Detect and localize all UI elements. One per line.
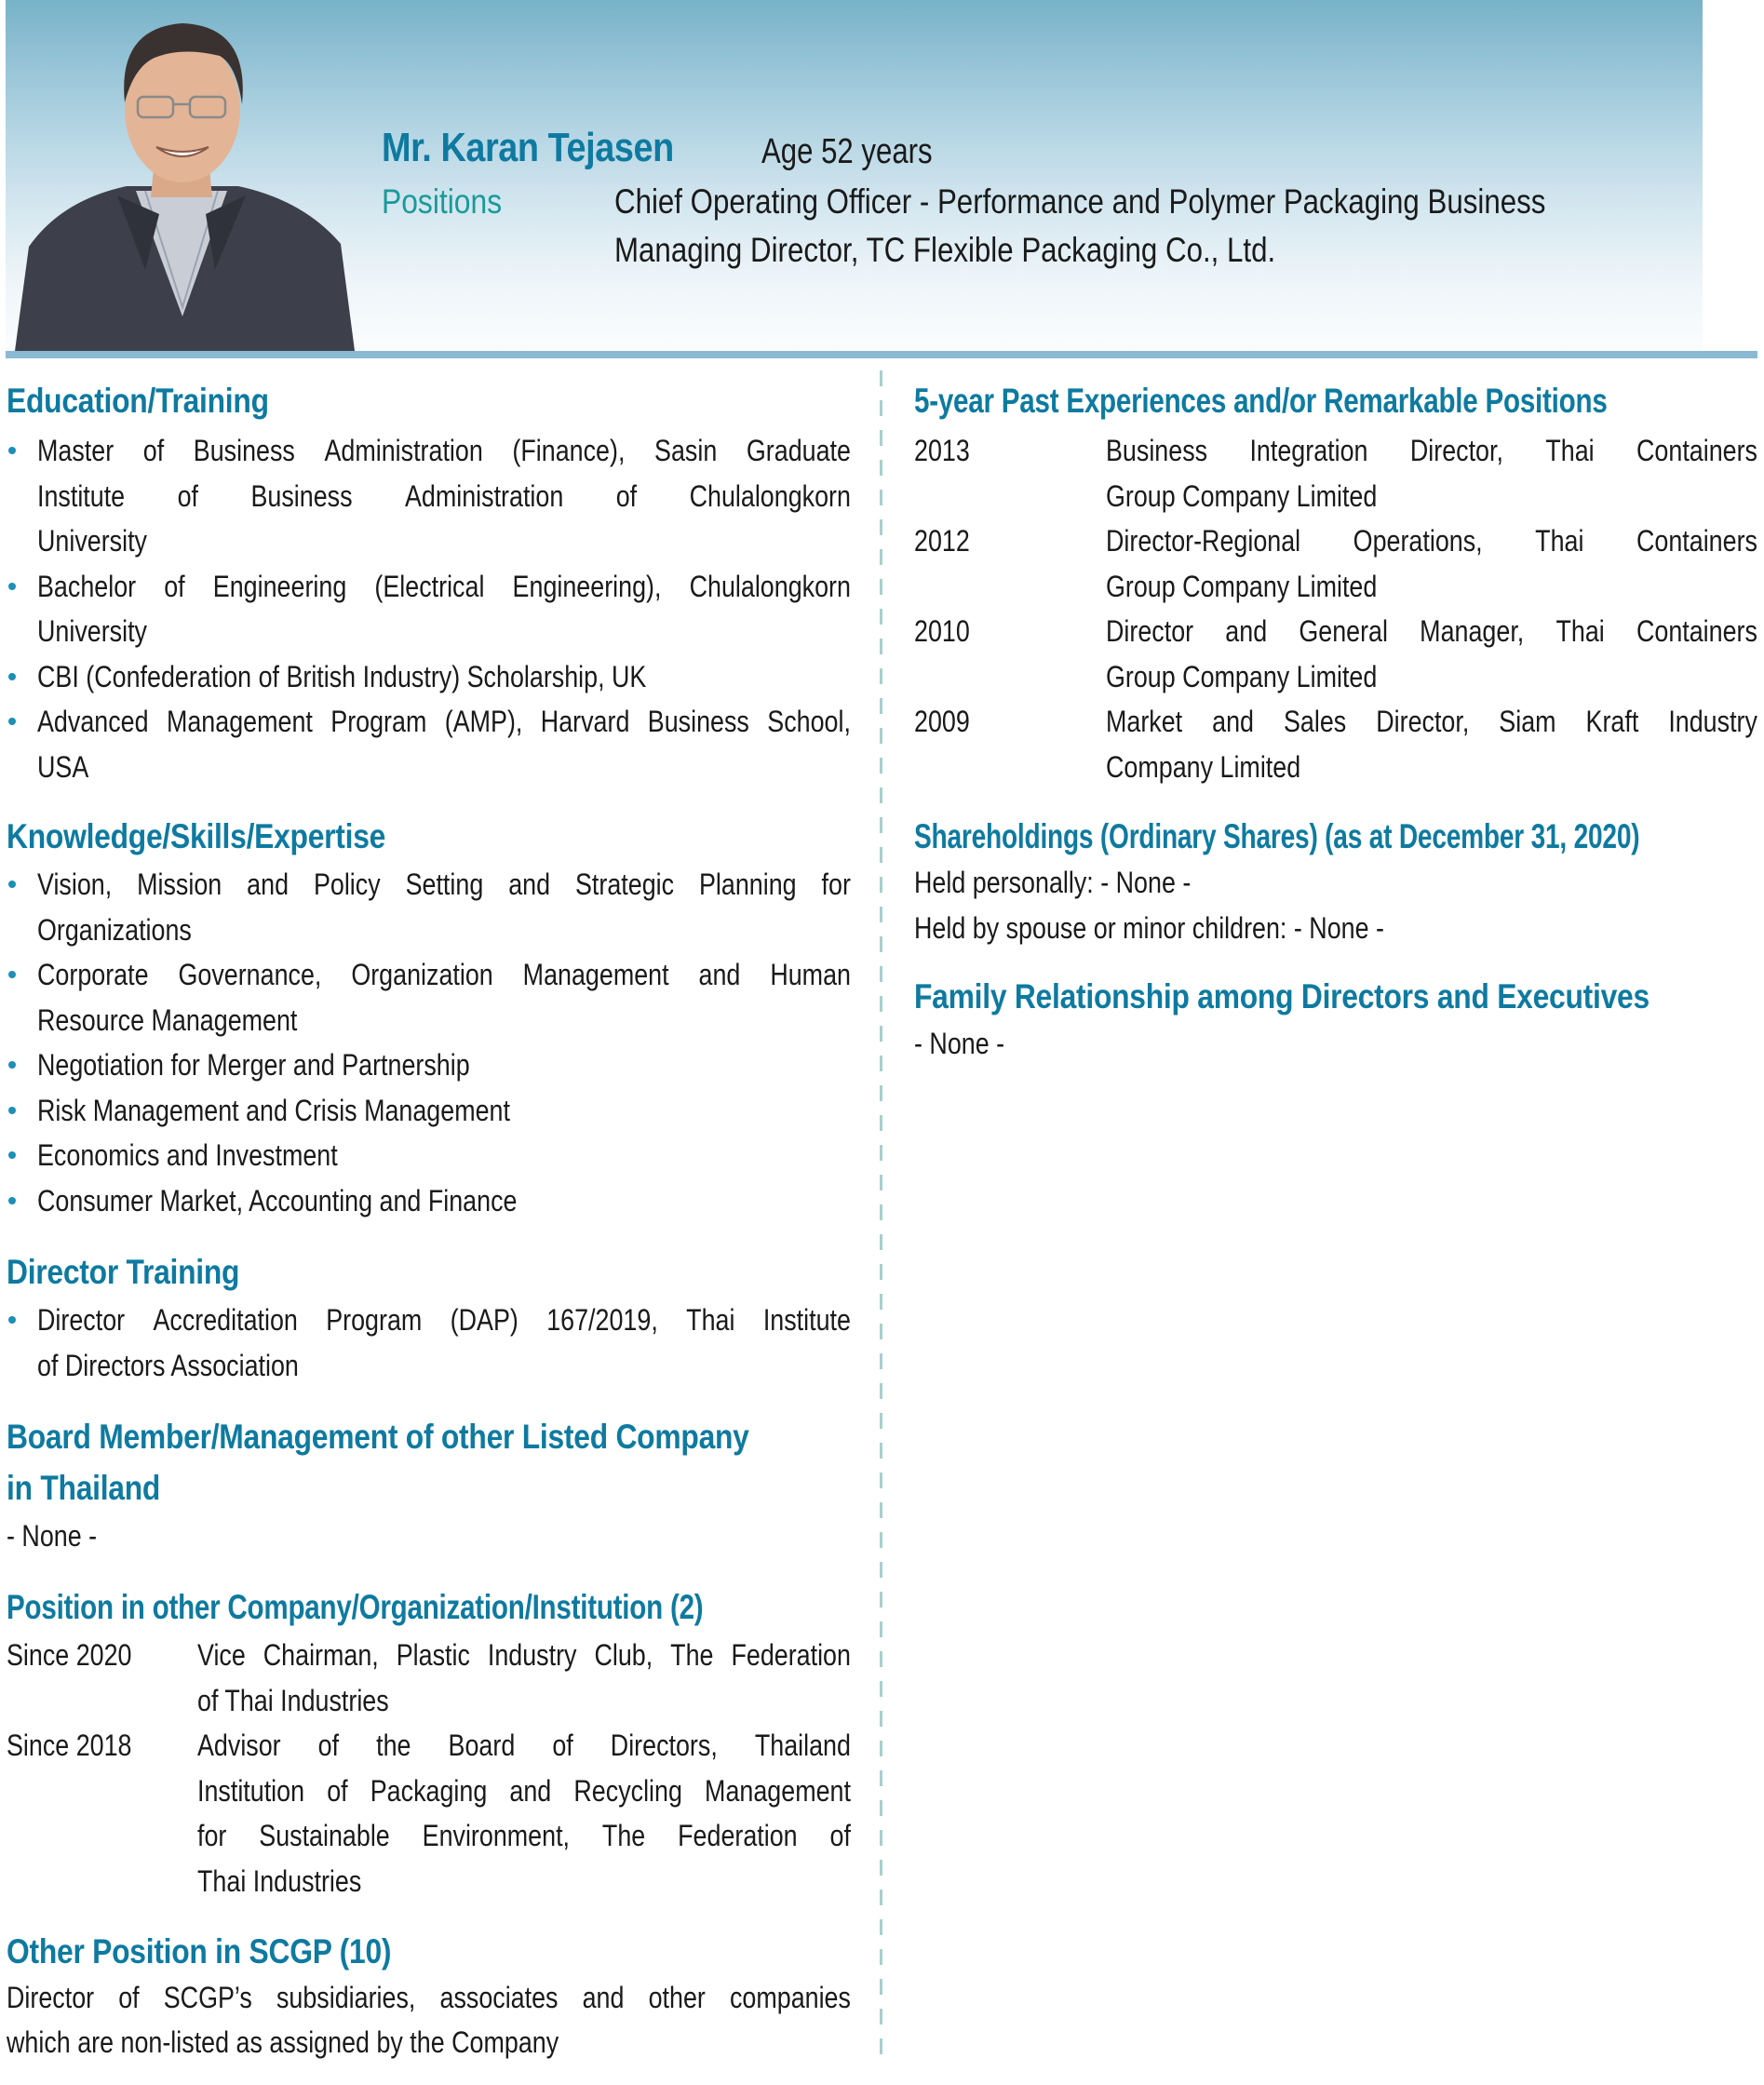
other-company-since: Since 2018	[7, 1729, 132, 1762]
word: Industry	[1668, 705, 1757, 738]
word: The	[601, 1819, 646, 1852]
positions-label: Positions	[382, 182, 503, 221]
word: of	[552, 1729, 573, 1762]
word: Integration	[1249, 434, 1368, 467]
word: Engineering),	[512, 570, 662, 603]
word: Planning	[698, 868, 797, 901]
knowledge-item-line: Negotiation for Merger and Partnership	[37, 1048, 470, 1082]
word: Director,	[1409, 434, 1503, 467]
word: of	[142, 434, 165, 467]
word: Institute	[37, 479, 126, 513]
knowledge-item-line: Economics and Investment	[37, 1138, 338, 1172]
board-member-value: - None -	[7, 1519, 98, 1553]
portrait-photo	[6, 0, 359, 351]
word: and	[247, 868, 290, 901]
word: Business	[1106, 434, 1208, 467]
bullet-icon	[8, 1151, 16, 1159]
bullet-icon	[8, 1197, 16, 1204]
word: Graduate	[746, 434, 851, 467]
director-training-line: of Directors Association	[37, 1349, 299, 1382]
section-heading-other-company: Position in other Company/Organization/Institution (2)	[7, 1588, 704, 1626]
word: Management	[705, 1774, 851, 1808]
other-company-line: Thai Industries	[197, 1864, 362, 1898]
word: Packaging	[370, 1774, 488, 1808]
word: for	[197, 1819, 227, 1852]
section-heading-scgp: Other Position in SCGP (10)	[7, 1932, 392, 1971]
word: Governance,	[178, 958, 322, 991]
word: of	[164, 570, 185, 603]
word: Administration	[404, 479, 564, 513]
word: (AMP),	[444, 705, 523, 738]
word: Federation	[678, 1819, 798, 1852]
experience-line: Group Company Limited	[1106, 660, 1378, 693]
word: (DAP)	[450, 1303, 518, 1337]
education-item-line: USA	[37, 750, 89, 784]
word: associates	[439, 1981, 559, 2014]
word: Federation	[731, 1638, 851, 1672]
shareholding-line: Held by spouse or minor children: - None -	[914, 911, 1384, 945]
word: Containers	[1636, 614, 1757, 648]
section-heading-education: Education/Training	[7, 382, 269, 420]
word: School,	[767, 705, 851, 738]
word: and	[509, 1774, 552, 1808]
word: and	[698, 958, 741, 991]
word: Master	[37, 434, 114, 467]
portrait-illustration	[6, 0, 359, 351]
word: Advanced	[37, 705, 149, 738]
education-item-line: University	[37, 614, 147, 648]
word: Institute	[762, 1303, 851, 1337]
word: Mission	[137, 868, 222, 901]
word: Thailand	[754, 1729, 851, 1762]
word: and	[508, 868, 551, 901]
word: Director	[1106, 614, 1194, 648]
word: companies	[729, 1981, 851, 2014]
experience-year: 2009	[914, 705, 970, 738]
word: and	[1212, 705, 1254, 738]
word: Chulalongkorn	[689, 570, 851, 603]
section-heading-experience: 5-year Past Experiences and/or Remarkable Positions	[914, 382, 1608, 420]
other-company-line	[197, 1817, 851, 1854]
education-item-line	[37, 703, 851, 740]
bullet-icon	[8, 1316, 16, 1324]
word: Thai	[686, 1303, 735, 1337]
word: for	[821, 868, 851, 901]
word: Organization	[351, 958, 493, 991]
word: Setting	[405, 868, 484, 901]
word: Market	[1106, 705, 1183, 738]
knowledge-item-line: Resource Management	[37, 1003, 298, 1037]
word: Thai	[1545, 434, 1595, 467]
header-rule	[6, 351, 1757, 358]
word: Environment,	[422, 1819, 571, 1852]
word: (Finance),	[512, 434, 626, 467]
word: General	[1299, 614, 1388, 648]
word: Industry	[487, 1638, 577, 1672]
person-name: Mr. Karan Tejasen	[382, 125, 674, 170]
bullet-icon	[8, 718, 16, 725]
word: of	[829, 1819, 851, 1852]
word: subsidiaries,	[276, 1981, 416, 2014]
word: of	[177, 479, 199, 513]
word: and	[582, 1981, 625, 2014]
education-item-line: University	[37, 524, 147, 558]
word: Institution	[197, 1774, 305, 1808]
word: Director,	[1376, 705, 1470, 738]
education-item-line: CBI (Confederation of British Industry) Scholarship, UK	[37, 660, 647, 693]
word: Manager,	[1420, 614, 1525, 648]
section-heading-knowledge: Knowledge/Skills/Expertise	[7, 817, 386, 855]
experience-line: Group Company Limited	[1106, 479, 1378, 513]
word: Accreditation	[153, 1303, 298, 1337]
word: Sasin	[654, 434, 718, 467]
word: Human	[770, 958, 851, 991]
experience-year: 2010	[914, 614, 970, 648]
word: of	[317, 1729, 340, 1762]
word: Administration	[324, 434, 483, 467]
other-company-line	[197, 1636, 851, 1674]
word: Director	[7, 1981, 95, 2014]
person-age: Age 52 years	[761, 132, 933, 171]
word: Siam	[1499, 705, 1556, 738]
bullet-icon	[8, 971, 16, 978]
word: Business	[193, 434, 295, 467]
experience-line	[1106, 522, 1757, 559]
section-heading-director-training: Director Training	[7, 1253, 240, 1291]
word: other	[648, 1981, 706, 2014]
bullet-icon	[8, 673, 16, 680]
word: Director-Regional	[1106, 524, 1301, 558]
section-heading-family: Family Relationship among Directors and Executives	[914, 977, 1650, 1016]
word: Bachelor	[37, 570, 137, 603]
word: Corporate	[37, 958, 149, 991]
word: Board	[448, 1729, 516, 1762]
other-company-line: of Thai Industries	[197, 1684, 389, 1717]
word: Director	[37, 1303, 126, 1337]
bullet-icon	[8, 1107, 16, 1114]
knowledge-item-line: Organizations	[37, 913, 192, 947]
director-training-line	[37, 1301, 851, 1338]
word: Chairman,	[263, 1638, 379, 1672]
section-heading-board-member: Board Member/Management of other Listed Company	[7, 1418, 749, 1456]
position-line: Managing Director, TC Flexible Packaging Co., Ltd.	[614, 231, 1276, 269]
word: Recycling	[573, 1774, 682, 1808]
experience-line	[1106, 432, 1757, 469]
word: of	[615, 479, 638, 513]
bullet-icon	[8, 1061, 16, 1069]
section-heading-board-member-cont: in Thailand	[7, 1469, 161, 1507]
word: Kraft	[1585, 705, 1639, 738]
word: Directors,	[610, 1729, 718, 1762]
education-item-line	[37, 478, 851, 515]
word: Thai	[1555, 614, 1605, 648]
bullet-icon	[8, 447, 16, 454]
word: of	[327, 1774, 348, 1808]
experience-line	[1106, 703, 1757, 740]
word: Vice	[197, 1638, 246, 1672]
other-company-line	[197, 1772, 851, 1809]
word: (Electrical	[374, 570, 485, 603]
word: Containers	[1636, 524, 1757, 558]
other-company-line	[197, 1727, 851, 1764]
bullet-icon	[8, 583, 16, 590]
word: 167/2019,	[546, 1303, 658, 1337]
family-value: - None -	[914, 1027, 1005, 1060]
word: Engineering	[212, 570, 347, 603]
education-item-line	[37, 568, 851, 605]
knowledge-item-line: Consumer Market, Accounting and Finance	[37, 1184, 518, 1217]
knowledge-item-line	[37, 866, 851, 903]
word: Advisor	[197, 1729, 281, 1762]
word: Business	[250, 479, 353, 513]
bullet-icon	[8, 881, 16, 888]
word: Business	[647, 705, 749, 738]
word: Sustainable	[259, 1819, 390, 1852]
shareholding-line: Held personally: - None -	[914, 866, 1192, 899]
section-heading-shareholdings: Shareholdings (Ordinary Shares) (as at December 31, 2020)	[914, 817, 1640, 855]
experience-line	[1106, 612, 1757, 650]
word: the	[376, 1729, 411, 1762]
word: Policy	[313, 868, 381, 901]
scgp-line: which are non-listed as assigned by the Company	[7, 2025, 559, 2059]
word: Harvard	[540, 705, 630, 738]
word: Plastic	[396, 1638, 470, 1672]
word: Program	[330, 705, 427, 738]
word: Sales	[1283, 705, 1347, 738]
word: Strategic	[574, 868, 675, 901]
scgp-line	[7, 1979, 851, 2016]
word: Management	[166, 705, 313, 738]
experience-line: Company Limited	[1106, 750, 1301, 784]
education-item-line	[37, 432, 851, 469]
knowledge-item-line: Risk Management and Crisis Management	[37, 1094, 510, 1127]
word: Program	[326, 1303, 423, 1337]
other-company-since: Since 2020	[7, 1638, 132, 1672]
word: Club,	[594, 1638, 653, 1672]
word: Operations,	[1353, 524, 1483, 558]
word: Chulalongkorn	[689, 479, 851, 513]
experience-year: 2012	[914, 524, 970, 558]
word: Vision,	[37, 868, 113, 901]
word: Thai	[1535, 524, 1584, 558]
word: and	[1225, 614, 1268, 648]
word: of	[118, 1981, 140, 2014]
word: The	[670, 1638, 714, 1672]
experience-year: 2013	[914, 434, 970, 467]
word: Containers	[1636, 434, 1757, 467]
word: Management	[522, 958, 669, 991]
knowledge-item-line	[37, 956, 851, 993]
experience-line: Group Company Limited	[1106, 570, 1378, 603]
column-divider	[880, 370, 882, 2066]
word: SCGP’s	[163, 1981, 252, 2014]
position-line: Chief Operating Officer - Performance and Polymer Packaging Business	[614, 182, 1546, 221]
